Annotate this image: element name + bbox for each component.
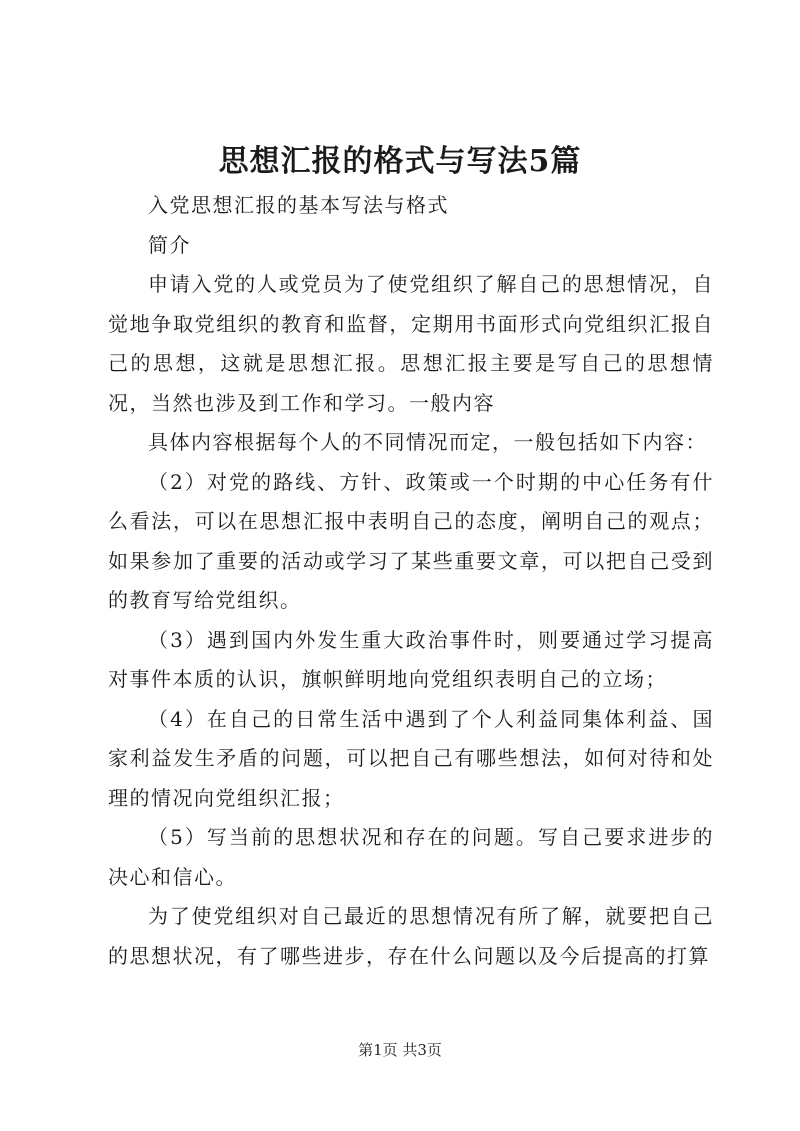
paragraph-item-4: （4）在自己的日常生活中遇到了个人利益同集体利益、国家利益发生矛盾的问题，可以把自己有哪些想法，如何对待和处理的情况向党组织汇报； — [108, 706, 714, 810]
paragraph-closing: 为了使党组织对自己最近的思想情况有所了解，就要把自己的思想状况，有了哪些进步，存在什么问题以及今后提高的打算 — [108, 904, 714, 968]
paragraph-subtitle: 入党思想汇报的基本写法与格式 — [148, 193, 449, 217]
paragraph-item-5: （5）写当前的思想状况和存在的问题。写自己要求进步的决心和信心。 — [108, 825, 714, 889]
paragraph-intro-heading: 简介 — [148, 232, 191, 257]
paragraph-definition: 申请入党的人或党员为了使党组织了解自己的思想情况，自觉地争取党组织的教育和监督，定期用书面形式向党组织汇报自己的思想，这就是思想汇报。思想汇报主要是写自己的思想情况，当然也涉及到工作和学习。一般内容 — [108, 272, 714, 415]
paragraph-item-3: （3）遇到国内外发生重大政治事件时，则要通过学习提高对事件本质的认识，旗帜鲜明地向党组织表明自己的立场； — [108, 627, 714, 691]
document-title: 思想汇报的格式与写法5篇 — [218, 144, 582, 179]
paragraph-content-lead: 具体内容根据每个人的不同情况而定，一般包括如下内容： — [148, 430, 707, 454]
paragraph-item-2: （2）对党的路线、方针、政策或一个时期的中心任务有什么看法，可以在思想汇报中表明自己的态度，阐明自己的观点；如果参加了重要的活动或学习了某些重要文章，可以把自己受到的教育写给党组织。 — [108, 469, 714, 612]
document-body — [108, 186, 714, 976]
page-number-footer: 第1页 共3页 — [358, 1041, 442, 1059]
